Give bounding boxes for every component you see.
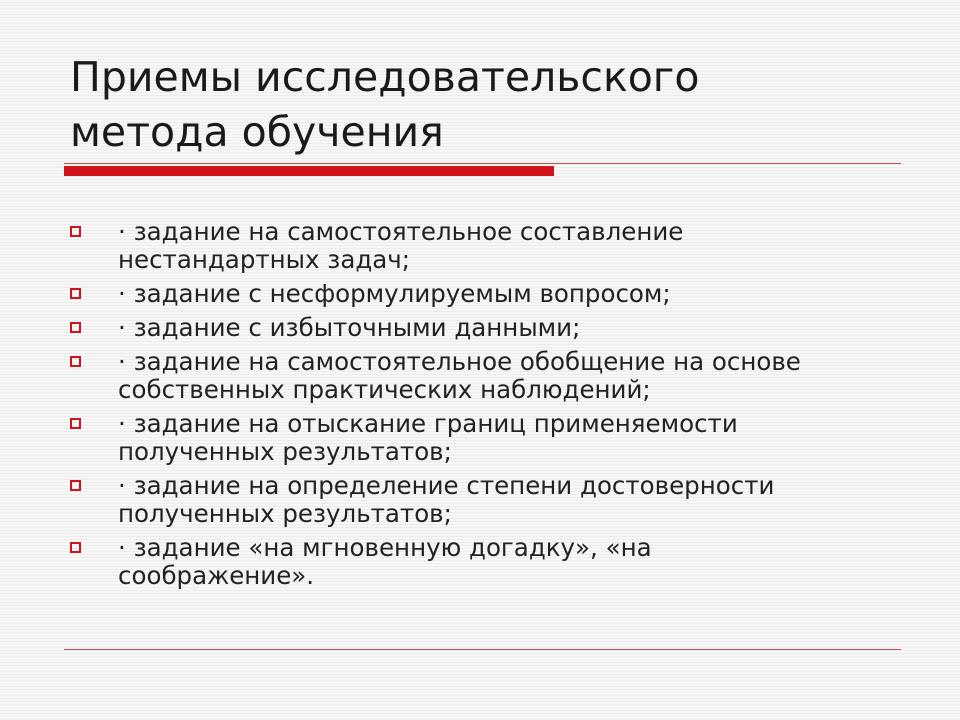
bullet-text-line-2: собственных практических наблюдений;	[118, 375, 651, 404]
bullet-text-line-1: · задание с избыточными данными;	[118, 313, 581, 342]
hollow-square-icon	[70, 322, 81, 333]
bullet-text-line-1: · задание «на мгновенную догадку», «на	[118, 533, 652, 562]
hollow-square-icon	[70, 418, 81, 429]
bullet-text-line-1: · задание на отыскание границ применяемости	[118, 409, 738, 438]
bullet-item	[70, 314, 910, 342]
bullet-item	[70, 472, 910, 528]
bullet-text-line-1: · задание на самостоятельное составление	[118, 217, 684, 246]
slide-title-line-1: Приемы исследовательского	[70, 53, 700, 101]
bullet-text-line-1: · задание на определение степени достоверности	[118, 471, 775, 500]
bullet-text-line-1: · задание на самостоятельное обобщение на основе	[118, 347, 801, 376]
slide-title-line-2: метода обучения	[70, 108, 444, 156]
bullet-text-line-2: нестандартных задач;	[118, 245, 411, 274]
hollow-square-icon	[70, 542, 81, 553]
title-divider-thin	[64, 163, 901, 164]
footer-divider	[64, 649, 901, 650]
hollow-square-icon	[70, 480, 81, 491]
title-accent-bar	[64, 166, 554, 176]
bullet-item	[70, 534, 910, 590]
bullet-text-line-2: полученных результатов;	[118, 499, 452, 528]
slide-title	[70, 50, 910, 160]
bullet-text-line-2: полученных результатов;	[118, 437, 452, 466]
hollow-square-icon	[70, 288, 81, 299]
bullet-list	[70, 218, 910, 596]
bullet-item	[70, 218, 910, 274]
bullet-item	[70, 410, 910, 466]
bullet-item	[70, 280, 910, 308]
bullet-text-line-2: соображение».	[118, 561, 315, 590]
hollow-square-icon	[70, 226, 81, 237]
hollow-square-icon	[70, 356, 81, 367]
bullet-item	[70, 348, 910, 404]
bullet-text-line-1: · задание с несформулируемым вопросом;	[118, 279, 671, 308]
